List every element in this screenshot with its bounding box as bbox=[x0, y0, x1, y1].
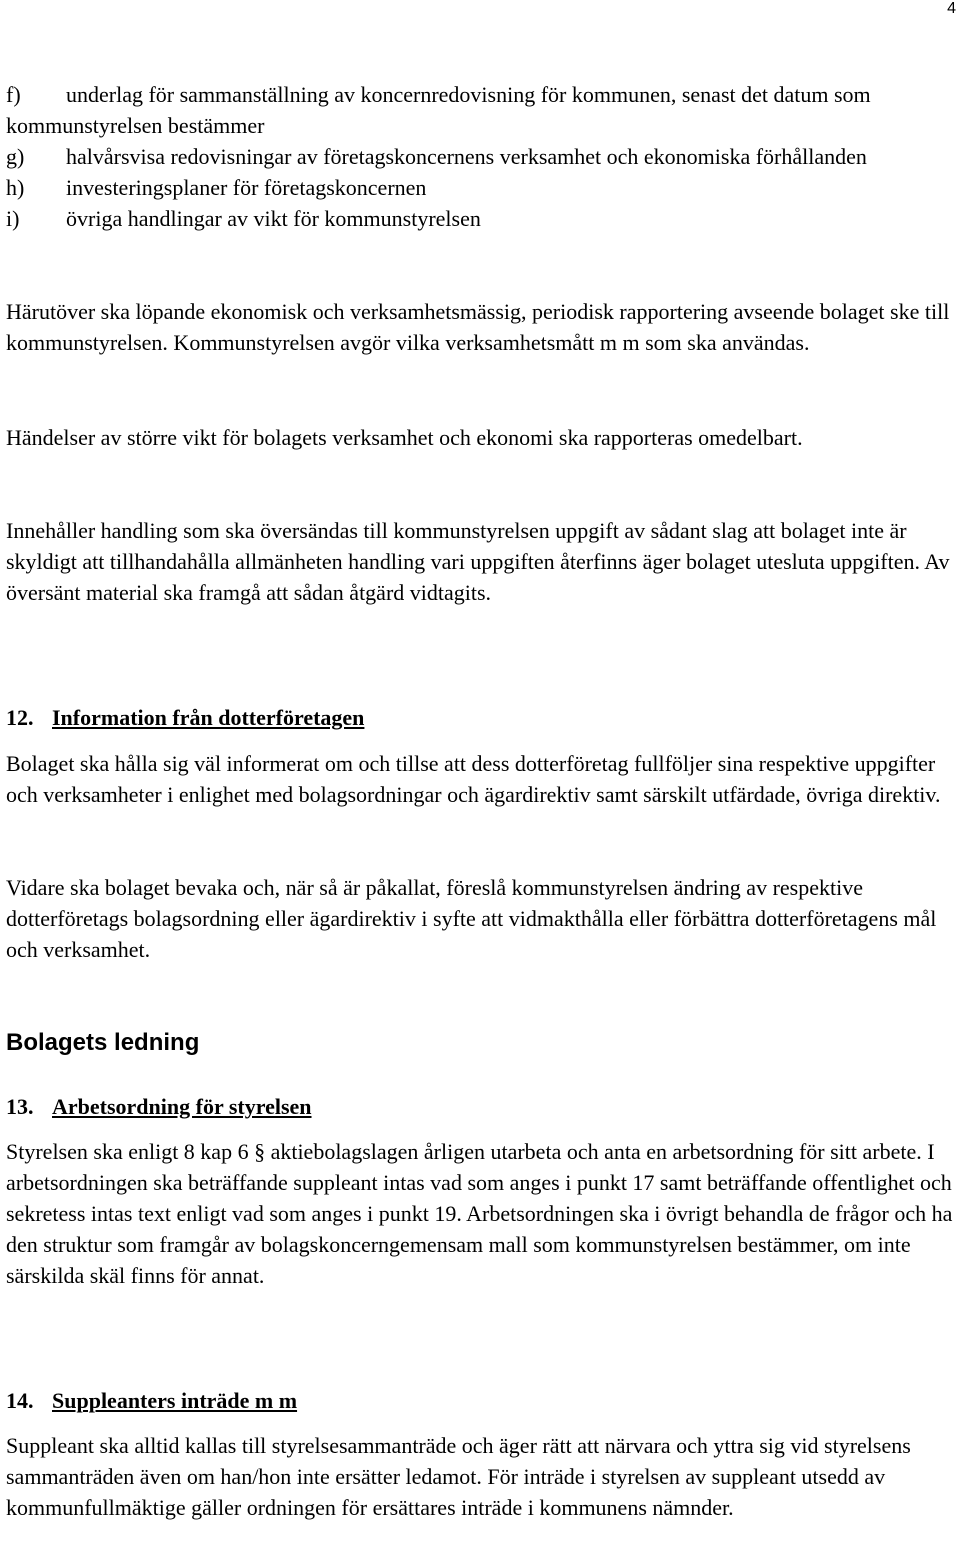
list-label: g) bbox=[6, 144, 25, 169]
section-13-heading bbox=[6, 1091, 312, 1122]
paragraph-handelser: Händelser av större vikt för bolagets verksamhet och ekonomi ska rapporteras omedelbart. bbox=[6, 425, 803, 450]
list-text: underlag för sammanställning av koncernredovisning för kommunen, senast det datum som kommunstyrelsen bestämmer bbox=[6, 82, 871, 138]
section-number: 14. bbox=[6, 1388, 34, 1413]
paragraph-innehaller: Innehåller handling som ska översändas till kommunstyrelsen uppgift av sådant slag att bolaget inte är skyldigt att tillhandahålla allmänheten handling vari uppgiften återfinns äger bolaget utesluta uppgiften. Av översänt material ska framgå att sådan åtgärd vidtagits. bbox=[6, 518, 950, 605]
section-14-paragraph: Suppleant ska alltid kallas till styrelsesammanträde och äger rätt att närvara och yttra sig vid styrelsens sammanträden även om han/hon inte ersätter ledamot. För inträde i styrelsen av suppleant utsedd av kommunfullmäktige gäller ordningen för ersättares inträde i kommunens nämnder. bbox=[6, 1433, 911, 1520]
section-number: 13. bbox=[6, 1094, 34, 1119]
list-text: investeringsplaner för företagskoncernen bbox=[66, 175, 427, 200]
section-number: 12. bbox=[6, 705, 34, 730]
section-12-paragraph-2: Vidare ska bolaget bevaka och, när så är påkallat, föreslå kommunstyrelsen ändring av respektive dotterföretags bolagsordning eller ägardirektiv i syfte att vidmakthålla eller förbättra dotterföretagens mål och verksamhet. bbox=[6, 875, 937, 962]
heading-bolagets-ledning: Bolagets ledning bbox=[6, 1029, 200, 1056]
list-text: halvårsvisa redovisningar av företagskoncernens verksamhet och ekonomiska förhållanden bbox=[66, 144, 867, 169]
list-items bbox=[6, 79, 954, 234]
list-item-g bbox=[6, 141, 954, 172]
paragraph-rapportering: Härutöver ska löpande ekonomisk och verksamhetsmässig, periodisk rapportering avseende bolaget ske till kommunstyrelsen. Kommunstyrelsen avgör vilka verksamhetsmått m m som ska användas. bbox=[6, 299, 950, 355]
list-label: f) bbox=[6, 82, 21, 107]
list-label: i) bbox=[6, 206, 20, 231]
section-title: Arbetsordning för styrelsen bbox=[52, 1094, 312, 1119]
list-item-h bbox=[6, 172, 954, 203]
list-item-i bbox=[6, 203, 954, 234]
list-text: övriga handlingar av vikt för kommunstyrelsen bbox=[66, 206, 481, 231]
section-title: Suppleanters inträde m m bbox=[52, 1388, 298, 1413]
section-14-heading bbox=[6, 1385, 297, 1416]
list-item-f bbox=[6, 79, 954, 141]
section-12-heading bbox=[6, 702, 364, 733]
page-number: 4 bbox=[947, 0, 956, 17]
section-title: Information från dotterföretagen bbox=[52, 705, 365, 730]
list-label: h) bbox=[6, 175, 25, 200]
section-12-paragraph-1: Bolaget ska hålla sig väl informerat om och tillse att dess dotterföretag fullföljer sina respektive uppgifter och verksamheter i enlighet med bolagsordningar och ägardirektiv samt särskilt utfärdade, övriga direktiv. bbox=[6, 751, 941, 807]
section-13-paragraph: Styrelsen ska enligt 8 kap 6 § aktiebolagslagen årligen utarbeta och anta en arbetsordning för sitt arbete. I arbetsordningen ska beträffande suppleant intas vad som anges i punkt 17 samt beträffande offentlighet och sekretess intas text enligt vad som anges i punkt 19. Arbetsordningen ska i övrigt behandla de frågor och ha den struktur som framgår av bolagskoncerngemensam mall som kommunstyrelsen bestämmer, om inte särskilda skäl finns för annat. bbox=[6, 1139, 953, 1288]
